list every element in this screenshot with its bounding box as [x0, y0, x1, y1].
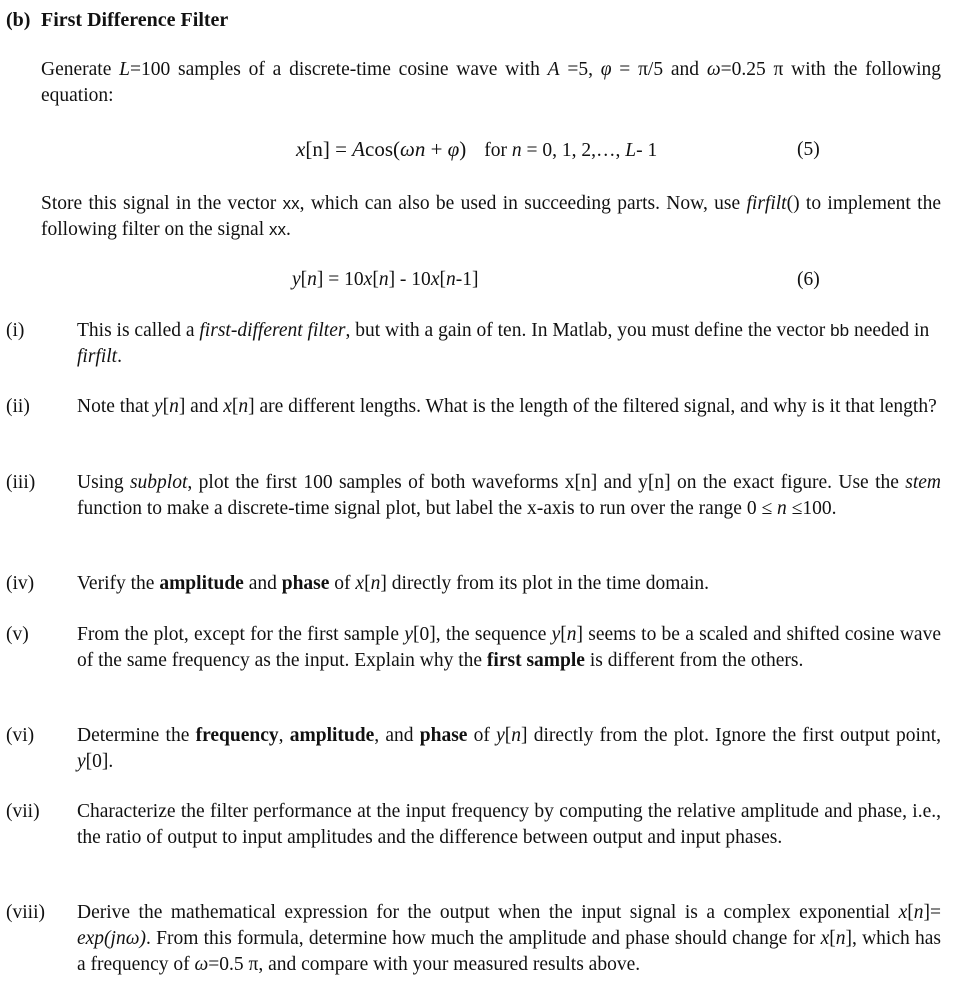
- equation-5-number: (5): [797, 139, 820, 160]
- item-text: Determine the frequency, amplitude, and phase of y[n] directly from the plot. Ignore the first output point, y[0].: [77, 725, 942, 772]
- intro-paragraph-1: Generate L=100 samples of a discrete-time cosine wave with A =5, φ = π/5 and ω=0.25 π with the following equation:: [41, 59, 941, 106]
- section-heading: [6, 7, 228, 33]
- equation-5: x[n] = Acos(ωn + φ) for n = 0, 1, 2,…, L- 1: [296, 137, 658, 161]
- item-label: (vi): [6, 725, 35, 746]
- equation-6: y[n] = 10x[n] - 10x[n-1]: [292, 269, 479, 290]
- item-label: (viii): [6, 902, 45, 923]
- item-text: This is called a first-different filter, but with a gain of ten. In Matlab, you must define the vector bb needed in firfilt.: [77, 320, 930, 367]
- item-text: Characterize the filter performance at the input frequency by computing the relative amplitude and phase, i.e., the ratio of output to input amplitudes and the difference between output and input phases.: [77, 801, 941, 848]
- item-text: Derive the mathematical expression for the output when the input signal is a complex exponential x[n]= exp(jnω). From this formula, determine how much the amplitude and phase should change for x[n], which has a frequency of ω=0.5 π, and compare with your measured results above.: [77, 902, 941, 975]
- item-label: (vii): [6, 801, 40, 822]
- item-text: From the plot, except for the first sample y[0], the sequence y[n] seems to be a scaled and shifted cosine wave of the same frequency as the input. Explain why the first sample is different from the others.: [77, 624, 941, 671]
- item-label: (ii): [6, 396, 30, 417]
- item-text: Note that y[n] and x[n] are different lengths. What is the length of the filtered signal, and why is it that length?: [77, 396, 937, 417]
- item-label: (iv): [6, 573, 35, 594]
- section-title: First Difference Filter: [41, 9, 229, 31]
- item-label: (i): [6, 320, 25, 341]
- item-label: (v): [6, 624, 29, 645]
- item-text: Verify the amplitude and phase of x[n] directly from its plot in the time domain.: [77, 573, 710, 594]
- section-label: (b): [6, 9, 31, 31]
- item-label: (iii): [6, 472, 36, 493]
- item-text: Using subplot, plot the first 100 samples of both waveforms x[n] and y[n] on the exact figure. Use the stem function to make a discrete-time signal plot, but label the x-axis to run over the range 0 ≤ n ≤100.: [77, 472, 942, 519]
- intro-paragraph-2: Store this signal in the vector xx, which can also be used in succeeding parts. Now, use firfilt() to implement the following filter on the signal xx.: [41, 193, 941, 240]
- equation-6-number: (6): [797, 269, 820, 290]
